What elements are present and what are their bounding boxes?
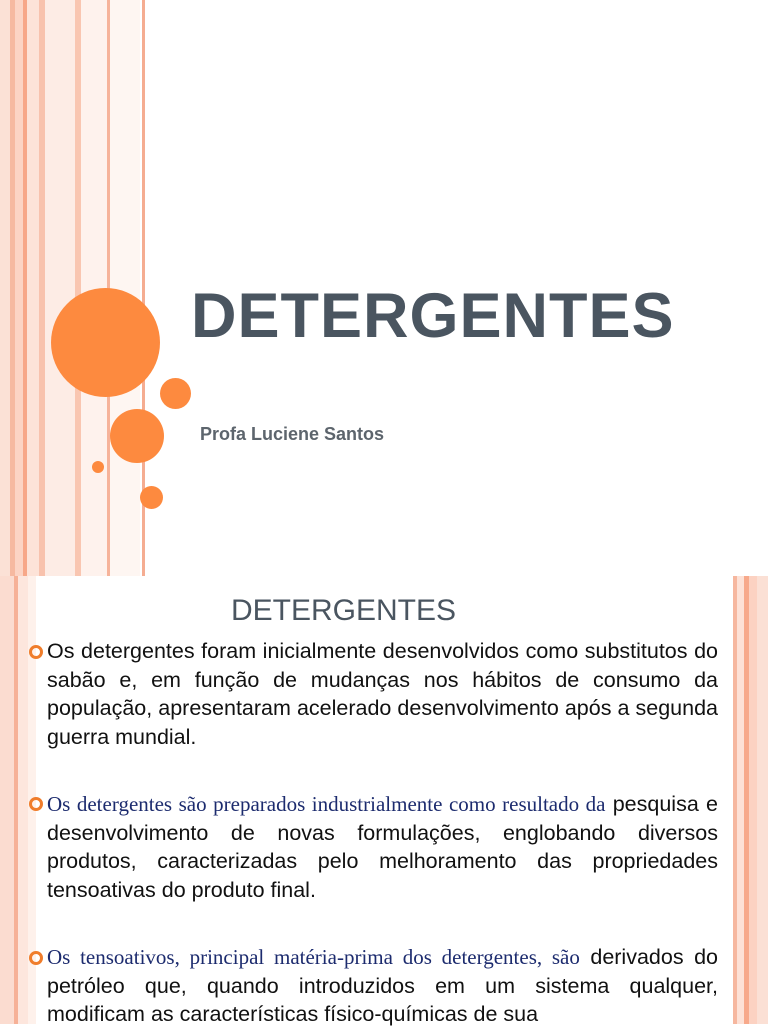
paragraph-lead: Os tensoativos, principal matéria-prima dos detergentes, são [47,945,580,969]
decor-stripe [15,0,23,576]
paragraph-text: derivados do petróleo que, quando introduzidos em um sistema qualquer, modificam as características físico-químicas de sua [47,945,718,1026]
decor-circle [110,409,164,463]
decor-stripe [18,576,28,1024]
slide1-subtitle: Profa Luciene Santos [200,424,385,444]
paragraph-2 [47,790,718,904]
decor-stripe [0,576,14,1024]
bullet-circle-icon [29,951,43,965]
decor-circle [160,378,191,409]
bullet-circle-icon [29,645,43,659]
decor-stripe [749,576,757,1024]
decor-stripe [27,0,39,576]
paragraph-3 [47,943,718,1029]
paragraph-text: pesquisa e desenvolvimento de novas formulações, englobando diversos produtos, caracterizadas pelo melhoramento das propriedades tensoativas do produto final. [47,792,718,902]
decor-stripe [757,576,768,1024]
decor-circle-large [51,288,160,397]
bullet-circle-icon [29,797,43,811]
slide2-title: DETERGENTES [231,594,457,627]
paragraph-text: Os detergentes foram inicialmente desenvolvidos como substitutos do sabão e, em função de mudanças nos hábitos de consumo da população, apresentaram acelerado desenvolvimento após a segunda guerra mundial. [47,639,718,749]
paragraph-1 [47,637,718,751]
slide1-title: DETERGENTES [191,281,675,351]
decor-stripe [45,0,75,576]
decor-stripe [737,576,744,1024]
decor-circle [92,461,104,473]
decor-circle [140,486,163,509]
paragraph-lead: Os detergentes são preparados industrialmente como resultado da [47,792,606,816]
decor-stripe [0,0,10,576]
